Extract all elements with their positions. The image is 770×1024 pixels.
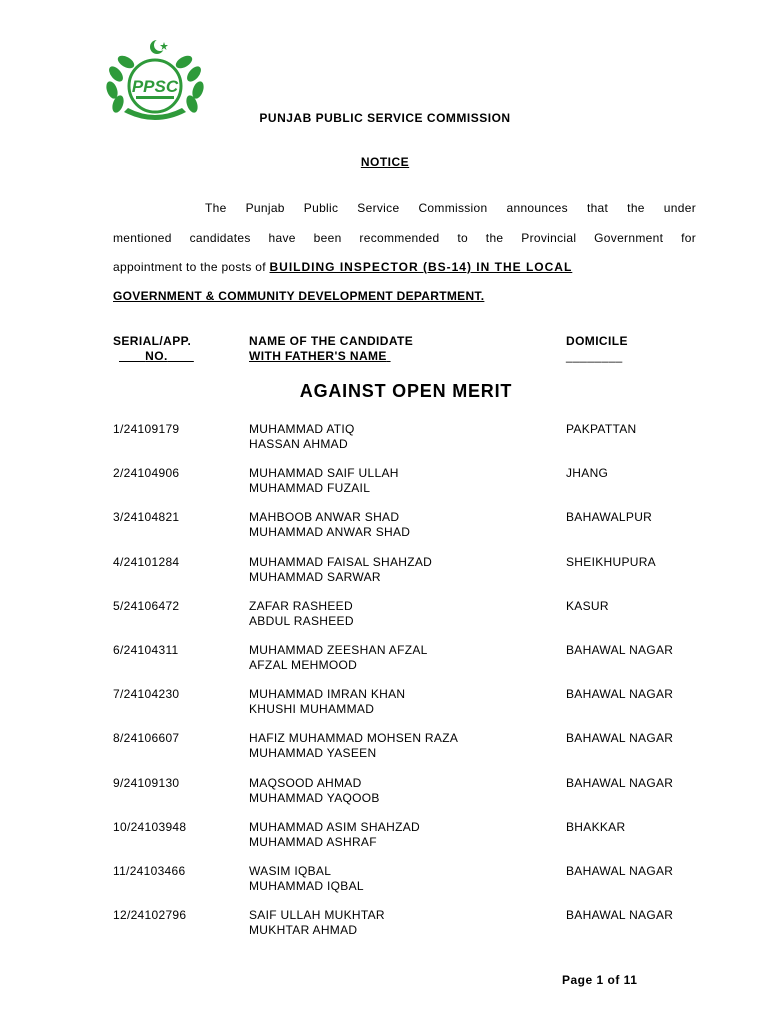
candidate-name: MUHAMMAD SAIF ULLAH bbox=[249, 466, 399, 481]
father-name: MUHAMMAD YASEEN bbox=[249, 746, 377, 761]
domicile: JHANG bbox=[566, 466, 609, 481]
serial-number: 9/24109130 bbox=[113, 775, 180, 790]
serial-number: 10/24103948 bbox=[113, 819, 187, 834]
father-name: MUHAMMAD IQBAL bbox=[249, 878, 364, 893]
serial-number: 8/24106607 bbox=[113, 731, 180, 746]
serial-number: 2/24104906 bbox=[113, 466, 180, 481]
column-header-serial-line1: SERIAL/APP. bbox=[113, 334, 192, 348]
candidate-name: ZAFAR RASHEED bbox=[249, 598, 353, 613]
candidate-name: MAQSOOD AHMAD bbox=[249, 775, 362, 790]
candidate-row bbox=[0, 422, 770, 466]
candidate-row bbox=[0, 864, 770, 908]
father-name: AFZAL MEHMOOD bbox=[249, 657, 358, 672]
domicile: KASUR bbox=[566, 598, 609, 613]
page-number: Page 1 of 11 bbox=[562, 973, 638, 987]
serial-number: 3/24104821 bbox=[113, 510, 180, 525]
father-name: MUHAMMAD FUZAIL bbox=[249, 481, 371, 496]
candidate-name-block bbox=[249, 687, 405, 717]
candidate-row bbox=[0, 908, 770, 952]
domicile: BAHAWALPUR bbox=[566, 510, 653, 525]
intro-line-2: mentioned candidates have been recommended to the Provincial Government for bbox=[113, 231, 696, 245]
candidate-row bbox=[0, 776, 770, 820]
candidate-name-block bbox=[249, 510, 410, 540]
candidate-name-block bbox=[249, 820, 420, 850]
domicile: BAHAWAL NAGAR bbox=[566, 642, 674, 657]
candidate-row bbox=[0, 510, 770, 554]
candidate-name-block bbox=[249, 908, 385, 938]
domicile: BAHAWAL NAGAR bbox=[566, 687, 674, 702]
domicile: BHAKKAR bbox=[566, 819, 626, 834]
logo-text: PPSC bbox=[131, 77, 179, 96]
section-title: AGAINST OPEN MERIT bbox=[299, 381, 513, 401]
serial-number: 1/24109179 bbox=[113, 422, 180, 436]
serial-number: 5/24106472 bbox=[113, 598, 180, 613]
domicile: SHEIKHUPURA bbox=[566, 554, 656, 569]
domicile: BAHAWAL NAGAR bbox=[566, 908, 674, 923]
serial-number: 4/24101284 bbox=[113, 554, 180, 569]
domicile: BAHAWAL NAGAR bbox=[566, 863, 674, 878]
domicile: BAHAWAL NAGAR bbox=[566, 731, 674, 746]
candidate-row bbox=[0, 687, 770, 731]
column-header-name-line2: WITH FATHER'S NAME bbox=[249, 349, 387, 363]
candidate-name: HAFIZ MUHAMMAD MOHSEN RAZA bbox=[249, 731, 459, 746]
candidate-name: MUHAMMAD ATIQ bbox=[249, 422, 355, 436]
candidate-name-block bbox=[249, 776, 380, 806]
domicile: PAKPATTAN bbox=[566, 422, 637, 436]
candidate-name: MAHBOOB ANWAR SHAD bbox=[249, 510, 400, 525]
candidate-row bbox=[0, 555, 770, 599]
intro-line-1: The Punjab Public Service Commission announces that the under bbox=[205, 201, 696, 215]
father-name: MUHAMMAD YAQOOB bbox=[249, 790, 380, 805]
candidate-name: WASIM IQBAL bbox=[249, 863, 332, 878]
column-header-serial-line2: NO. bbox=[145, 349, 168, 363]
column-header-domicile-line1: DOMICILE bbox=[566, 334, 628, 348]
intro-line-3 bbox=[113, 260, 696, 274]
column-header-name-line1: NAME OF THE CANDIDATE bbox=[249, 334, 414, 348]
column-header-domicile-line2: ________ bbox=[566, 349, 623, 363]
father-name: HASSAN AHMAD bbox=[249, 437, 348, 451]
serial-number: 6/24104311 bbox=[113, 642, 179, 657]
candidate-name-block bbox=[249, 555, 432, 585]
father-name: MUHAMMAD ANWAR SHAD bbox=[249, 525, 411, 540]
candidate-row bbox=[0, 466, 770, 510]
candidate-name: SAIF ULLAH MUKHTAR bbox=[249, 908, 385, 923]
father-name: MUHAMMAD ASHRAF bbox=[249, 834, 377, 849]
candidate-name-block bbox=[249, 422, 355, 452]
ppsc-logo bbox=[102, 38, 208, 122]
column-header-serial bbox=[113, 334, 194, 364]
candidate-name: MUHAMMAD ZEESHAN AFZAL bbox=[249, 642, 428, 657]
post-title: BUILDING INSPECTOR (BS-14) IN THE LOCAL bbox=[269, 260, 573, 274]
father-name: MUHAMMAD SARWAR bbox=[249, 569, 381, 584]
candidate-row bbox=[0, 820, 770, 864]
candidate-name-block bbox=[249, 643, 428, 673]
ppsc-emblem-icon bbox=[102, 38, 208, 122]
column-header-name bbox=[249, 334, 413, 364]
column-header-domicile bbox=[566, 334, 628, 364]
domicile: BAHAWAL NAGAR bbox=[566, 775, 674, 790]
candidate-name-block bbox=[249, 599, 354, 629]
candidate-list bbox=[0, 422, 770, 952]
intro-line-3-prefix: appointment to the posts of bbox=[113, 260, 270, 274]
serial-number: 7/24104230 bbox=[113, 687, 180, 702]
father-name: ABDUL RASHEED bbox=[249, 613, 354, 628]
candidate-name: MUHAMMAD FAISAL SHAHZAD bbox=[249, 554, 433, 569]
candidate-row bbox=[0, 599, 770, 643]
notice-title: NOTICE bbox=[360, 155, 410, 169]
serial-number: 12/24102796 bbox=[113, 908, 187, 923]
candidate-name-block bbox=[249, 466, 399, 496]
candidate-name: MUHAMMAD IMRAN KHAN bbox=[249, 687, 406, 702]
father-name: KHUSHI MUHAMMAD bbox=[249, 702, 375, 717]
serial-number: 11/24103466 bbox=[113, 863, 186, 878]
candidate-name: MUHAMMAD ASIM SHAHZAD bbox=[249, 819, 420, 834]
candidate-name-block bbox=[249, 731, 458, 761]
candidate-row bbox=[0, 643, 770, 687]
candidate-row bbox=[0, 731, 770, 775]
candidate-name-block bbox=[249, 864, 364, 894]
organization-name: PUNJAB PUBLIC SERVICE COMMISSION bbox=[259, 111, 511, 125]
department-name: GOVERNMENT & COMMUNITY DEVELOPMENT DEPARTMENT. bbox=[113, 289, 485, 303]
father-name: MUKHTAR AHMAD bbox=[249, 923, 358, 938]
